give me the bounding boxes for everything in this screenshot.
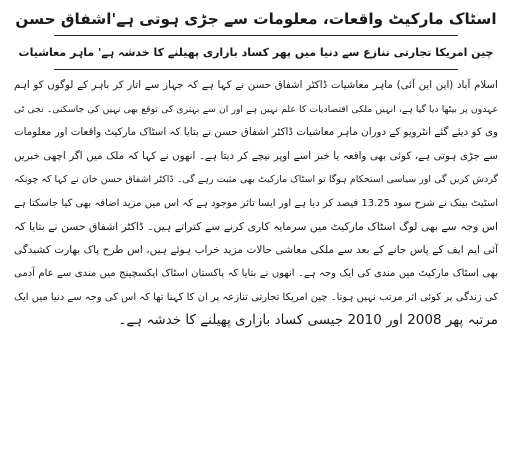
body-line: اسٹیٹ بینک نے شرح سود 13.25 فیصد کر دیا ہے اور ایسا تاثر موجود ہے کہ اس میں مزید اضافہ بھی کیا جاسکتا ہے <box>14 197 498 209</box>
body-line: عہدوں پر بیٹھا دیا گیا ہے، انہیں ملکی اقتصادیات کا علم نہیں ہے اور ان سے بہتری کی توقع بھی نہیں کی جاسکتی۔ نجی ٹی <box>14 103 498 115</box>
body-line: بھی اسٹاک مارکیٹ میں مندی کی ایک وجہ ہے۔ انھوں نے بتایا کہ پاکستان اسٹاک ایکسچینج میں مندی سے عام آدمی <box>14 268 498 279</box>
article-body <box>14 74 498 333</box>
body-line: اسلام آباد (این این آئی) ماہر معاشیات ڈاکٹر اشفاق حسن نے کہا ہے کہ جہاز سے اتار کر باہر کے لوگوں کو اہم <box>14 79 498 91</box>
body-line: وی کو دیئے گئے انٹرویو کے دوران ماہر معاشیات ڈاکٹر اشفاق حسن نے بتایا کہ اسٹاک مارکیٹ واقعات اور معلومات <box>14 126 498 138</box>
body-line: سے جڑی ہوتی ہے، کوئی بھی واقعہ یا خبر اسے اوپر نیچے کر دیتا ہے۔ انھوں نے کہا کہ ملک میں اگر اچھی خبریں <box>14 149 498 162</box>
headline-divider <box>54 35 458 36</box>
body-line: اس وجہ سے بھی لوگ اسٹاک مارکیٹ میں سرمایہ کاری کرنے سے کتراتے ہیں۔ ڈاکٹر اشفاق حسن نے بتایا کہ <box>14 220 498 233</box>
headline-divider-bottom <box>54 69 458 70</box>
body-line: کی زندگی پر کوئی اثر مرتب نہیں ہوتا۔ چین امریکا تجارتی تنازعہ پر ان کا کہنا تھا کہ اس کی وجہ سے دنیا میں ایک <box>14 291 498 303</box>
headline-secondary: چین امریکا تجارتی تنازع سے دنیا میں پھر کساد بازاری پھیلنے کا خدشہ ہے' ماہر معاشیات <box>18 46 494 59</box>
body-line-last: مرتبہ پھر 2008 اور 2010 جیسی کساد بازاری پھیلنے کا خدشہ ہے۔ <box>118 312 498 328</box>
body-line: گردش کریں گی اور سیاسی استحکام ہوگا تو اسٹاک مارکیٹ بھی مثبت رہے گی۔ ڈاکٹر اشفاق حسن خان نے کہا کہ چونکہ <box>14 174 498 185</box>
headline-primary: اسٹاک مارکیٹ واقعات، معلومات سے جڑی ہوتی ہے'اشفاق حسن <box>15 10 497 28</box>
body-line: آئی ایم ایف کے پاس جانے کے بعد سے ملکی معاشی حالات مزید خراب ہوئے ہیں، اس طرح پاک بھارت کشیدگی <box>14 243 498 256</box>
